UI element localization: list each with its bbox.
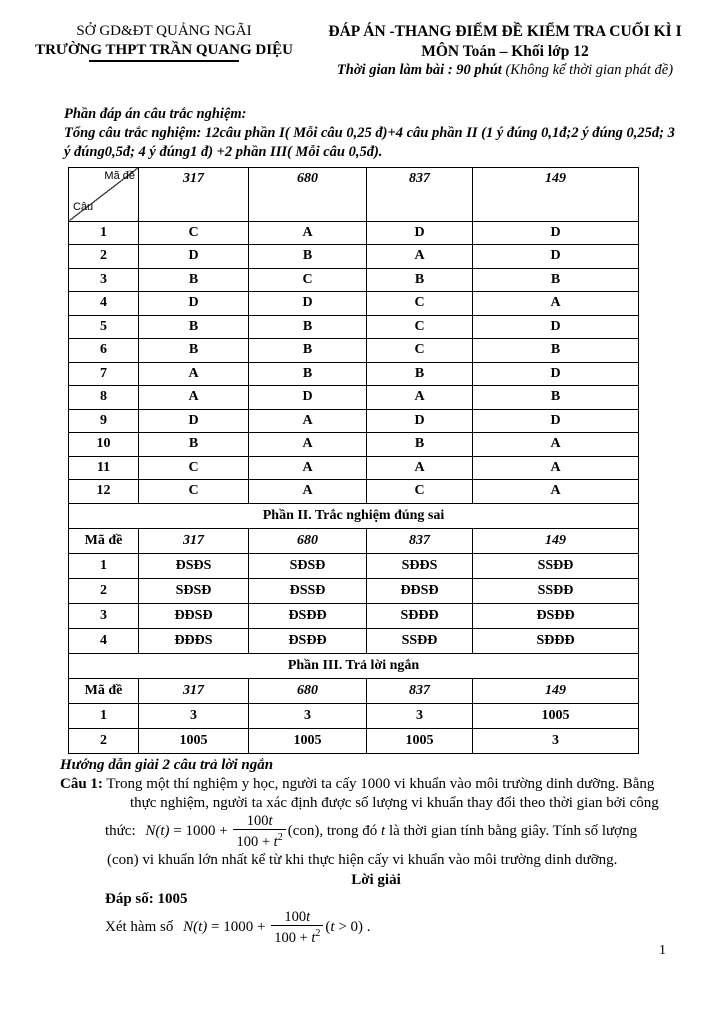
part3-answers	[69, 703, 639, 753]
corner-label-ma-de: Mã đề	[104, 169, 135, 182]
corner-cell	[69, 167, 139, 221]
answer-cell: A	[367, 386, 473, 410]
part2-title: Phần II. Trắc nghiệm đúng sai	[69, 503, 639, 528]
question-number-cell: 3	[69, 268, 139, 292]
exam-code-cell: 317	[139, 528, 249, 553]
answer-cell: SĐĐS	[367, 553, 473, 578]
formula-suffix-var: t	[381, 822, 386, 839]
part3-title: Phần III. Trả lời ngắn	[69, 653, 639, 678]
exam-code-cell: 680	[249, 167, 367, 221]
answer-cell: 3	[473, 728, 639, 753]
school-name-underline	[89, 60, 239, 62]
answer-cell: B	[473, 386, 639, 410]
answer-cell: B	[249, 245, 367, 269]
answer-cell: A	[139, 386, 249, 410]
question-number-cell: 6	[69, 339, 139, 363]
answer-cell: SSĐĐ	[367, 628, 473, 653]
exam-code-cell: 837	[367, 678, 473, 703]
answer-cell: A	[473, 433, 639, 457]
question-number-cell: 9	[69, 409, 139, 433]
answer-row	[69, 433, 639, 457]
answer-cell: ĐĐSĐ	[367, 578, 473, 603]
question-number-cell: 5	[69, 315, 139, 339]
page-number: 1	[659, 943, 666, 958]
problem-line-2: thực nghiệm, người ta xác định được số lượng vi khuẩn thay đổi theo thời gian bởi công	[130, 794, 659, 811]
formula-suffix-var: t	[330, 918, 335, 935]
answer-cell: 1005	[473, 703, 639, 728]
answer-cell: A	[473, 456, 639, 480]
part3-title-row	[69, 653, 639, 678]
part2-answers	[69, 553, 639, 653]
answer-cell: B	[367, 268, 473, 292]
function-arg: (t)	[193, 918, 208, 935]
question-number-cell: 3	[69, 603, 139, 628]
question-label: Câu 1:	[60, 775, 103, 792]
question-number-cell: 1	[69, 703, 139, 728]
answer-row	[69, 578, 639, 603]
answer-cell: D	[473, 409, 639, 433]
exam-code-cell: 837	[367, 528, 473, 553]
solution-formula-line	[105, 909, 692, 946]
part3-code-row	[69, 678, 639, 703]
fraction-denominator	[233, 830, 285, 850]
answer-cell: B	[139, 315, 249, 339]
formula-suffix-b: > 0) .	[334, 918, 371, 935]
bacteria-formula-2	[183, 909, 370, 946]
intro-line-2: Tổng câu trắc nghiệm: 12câu phần I( Mỗi câu 0,25 đ)+4 câu phần II (1 ý đúng 0,1đ;2 ý đúng 0,25đ; 3 ý đúng0,5đ; 4 ý đúng1 đ) +2 phần III( Mỗi câu 0,5đ).	[64, 124, 675, 160]
duration-line	[314, 61, 696, 81]
problem-text-1: Trong một thí nghiệm y học, người ta cấy 1000 vi khuẩn vào môi trường dinh dưỡng. Bằng	[102, 775, 655, 792]
question-number-cell: 7	[69, 362, 139, 386]
answer-cell: 1005	[367, 728, 473, 753]
answer-cell: D	[473, 245, 639, 269]
answer-row	[69, 221, 639, 245]
question-number-cell: 1	[69, 553, 139, 578]
equals-part: = 1000 +	[207, 918, 270, 935]
question-number-cell: 2	[69, 245, 139, 269]
equals-part: = 1000 +	[169, 822, 232, 839]
answer-cell: A	[139, 362, 249, 386]
answer-cell: C	[249, 268, 367, 292]
answer-cell: C	[367, 339, 473, 363]
part2-title-row	[69, 503, 639, 528]
denominator-constant: 100 +	[236, 833, 274, 850]
answer-cell: A	[473, 292, 639, 316]
answer-cell: B	[139, 339, 249, 363]
answer-cell: B	[473, 339, 639, 363]
answer-cell: B	[139, 268, 249, 292]
formula-suffix-b: là thời gian tính bằng giây. Tính số lượng	[385, 822, 638, 839]
formula-prefix: thức:	[105, 823, 140, 839]
exam-code-cell: 837	[367, 167, 473, 221]
question-number-cell: 4	[69, 292, 139, 316]
numerator-coefficient: 100	[284, 908, 307, 925]
function-name: N	[145, 822, 156, 839]
answer-cell: A	[249, 456, 367, 480]
intro-line-1: Phần đáp án câu trắc nghiệm:	[64, 105, 247, 122]
answer-cell: ĐSĐS	[139, 553, 249, 578]
part1-header	[69, 167, 639, 221]
answer-cell: A	[367, 245, 473, 269]
numerator-variable: t	[306, 908, 311, 925]
answer-cell: C	[139, 456, 249, 480]
ma-de-label-cell: Mã đề	[69, 528, 139, 553]
denominator-constant: 100 +	[274, 929, 312, 946]
loi-giai-heading: Lời giải	[351, 871, 401, 888]
denominator-variable: t	[273, 833, 278, 850]
answer-cell: 3	[139, 703, 249, 728]
corner-label-cau: Câu	[73, 200, 94, 213]
answer-cell: ĐSĐĐ	[249, 628, 367, 653]
duration-note-text: (Không kể thời gian phát đề)	[505, 62, 674, 78]
answer-row	[69, 362, 639, 386]
answer-key-table	[68, 167, 639, 754]
answer-cell: SSĐĐ	[473, 578, 639, 603]
answer-cell: D	[473, 315, 639, 339]
problem-line-4: (con) vi khuẩn lớn nhất kể từ khi thực hiện cấy vi khuẩn vào môi trường dinh dưỡng.	[107, 851, 618, 868]
answer-row	[69, 339, 639, 363]
fraction-denominator	[271, 926, 323, 946]
answer-cell: D	[473, 221, 639, 245]
exam-code-cell: 317	[139, 678, 249, 703]
answer-cell: 1005	[139, 728, 249, 753]
answer-cell: A	[249, 221, 367, 245]
answer-row	[69, 480, 639, 504]
answer-cell: SĐĐĐ	[367, 603, 473, 628]
exam-code-cell: 149	[473, 678, 639, 703]
formula-suffix-a: (	[325, 918, 331, 935]
exam-code-cell: 680	[249, 678, 367, 703]
answer-row	[69, 292, 639, 316]
ma-de-label-cell: Mã đề	[69, 678, 139, 703]
part2-header	[69, 503, 639, 553]
formula-suffix-a: (con), trong đó	[287, 822, 382, 839]
answer-cell: ĐSĐĐ	[249, 603, 367, 628]
answer-cell: B	[367, 362, 473, 386]
problem-line-1	[60, 775, 692, 793]
answer-row	[69, 386, 639, 410]
fraction-numerator	[233, 813, 285, 830]
answer-row	[69, 728, 639, 753]
document-title: ĐÁP ÁN -THANG ĐIỂM ĐỀ KIỂM TRA CUỐI KÌ I	[328, 23, 682, 40]
answer-cell: A	[473, 480, 639, 504]
denominator-exponent: 2	[315, 927, 321, 939]
part3-header	[69, 653, 639, 703]
answer-cell: C	[367, 315, 473, 339]
answer-row	[69, 628, 639, 653]
fraction	[233, 813, 285, 850]
answer-cell: 3	[367, 703, 473, 728]
answer-cell: SĐSĐ	[139, 578, 249, 603]
answer-cell: D	[473, 362, 639, 386]
department-name: SỞ GD&ĐT QUẢNG NGÃI	[76, 23, 252, 39]
answer-cell: 1005	[249, 728, 367, 753]
answer-cell: B	[249, 339, 367, 363]
answer-cell: D	[139, 245, 249, 269]
question-number-cell: 2	[69, 578, 139, 603]
answer-cell: D	[249, 292, 367, 316]
formula-prefix: Xét hàm số	[105, 919, 178, 935]
answer-row	[69, 245, 639, 269]
answer-cell: ĐSĐĐ	[473, 603, 639, 628]
header-right-block	[314, 22, 724, 81]
exam-code-cell: 680	[249, 528, 367, 553]
answer-cell: SĐĐĐ	[473, 628, 639, 653]
function-name: N	[183, 918, 194, 935]
answer-cell: C	[367, 480, 473, 504]
answer-cell: C	[367, 292, 473, 316]
answer-cell: D	[139, 409, 249, 433]
denominator-variable: t	[311, 929, 316, 946]
answer-cell: ĐĐSĐ	[139, 603, 249, 628]
part2-code-row	[69, 528, 639, 553]
answer-cell: ĐĐĐS	[139, 628, 249, 653]
answer-cell: SSĐĐ	[473, 553, 639, 578]
question-number-cell: 4	[69, 628, 139, 653]
answer-row	[69, 268, 639, 292]
question-number-cell: 1	[69, 221, 139, 245]
answer-cell: C	[139, 221, 249, 245]
answer-row	[69, 553, 639, 578]
answer-row	[69, 703, 639, 728]
answer-cell: D	[139, 292, 249, 316]
answer-cell: A	[249, 433, 367, 457]
scoring-intro	[64, 105, 678, 162]
solution-heading: Hướng dẫn giải 2 câu trả lời ngắn	[60, 756, 274, 773]
answer-cell: D	[249, 386, 367, 410]
answer-cell: B	[249, 362, 367, 386]
fraction	[271, 909, 323, 946]
question-number-cell: 2	[69, 728, 139, 753]
bacteria-formula	[145, 813, 637, 850]
answer-cell: D	[367, 221, 473, 245]
answer-row	[69, 409, 639, 433]
numerator-coefficient: 100	[246, 812, 269, 829]
answer-row	[69, 603, 639, 628]
duration-bold-text: Thời gian làm bài : 90 phút	[336, 62, 506, 78]
answer-cell: B	[249, 315, 367, 339]
part1-answers	[69, 221, 639, 503]
fraction-numerator	[271, 909, 323, 926]
solution-section	[60, 756, 692, 946]
denominator-exponent: 2	[277, 831, 283, 843]
answer-cell: A	[249, 409, 367, 433]
answer-cell: SĐSĐ	[249, 553, 367, 578]
answer-cell: 3	[249, 703, 367, 728]
answer-cell: B	[139, 433, 249, 457]
answer-cell: B	[473, 268, 639, 292]
answer-row	[69, 315, 639, 339]
school-name: TRƯỜNG THPT TRẦN QUANG DIỆU	[35, 42, 293, 58]
exam-code-cell: 149	[473, 528, 639, 553]
answer-cell: B	[367, 433, 473, 457]
exam-code-cell: 317	[139, 167, 249, 221]
question-number-cell: 11	[69, 456, 139, 480]
question-number-cell: 12	[69, 480, 139, 504]
numerator-variable: t	[268, 812, 273, 829]
answer-cell: ĐSSĐ	[249, 578, 367, 603]
document-header	[0, 0, 724, 81]
function-arg: (t)	[155, 822, 170, 839]
part1-code-row	[69, 167, 639, 221]
question-number-cell: 10	[69, 433, 139, 457]
answer-cell: A	[367, 456, 473, 480]
answer-cell: A	[249, 480, 367, 504]
exam-code-cell: 149	[473, 167, 639, 221]
subject-grade-line: MÔN Toán – Khối lớp 12	[421, 42, 589, 60]
question-number-cell: 8	[69, 386, 139, 410]
problem-formula-line	[105, 813, 692, 850]
header-left-block	[14, 22, 314, 81]
answer-value-line: Đáp số: 1005	[105, 890, 188, 907]
answer-cell: D	[367, 409, 473, 433]
answer-row	[69, 456, 639, 480]
answer-cell: C	[139, 480, 249, 504]
